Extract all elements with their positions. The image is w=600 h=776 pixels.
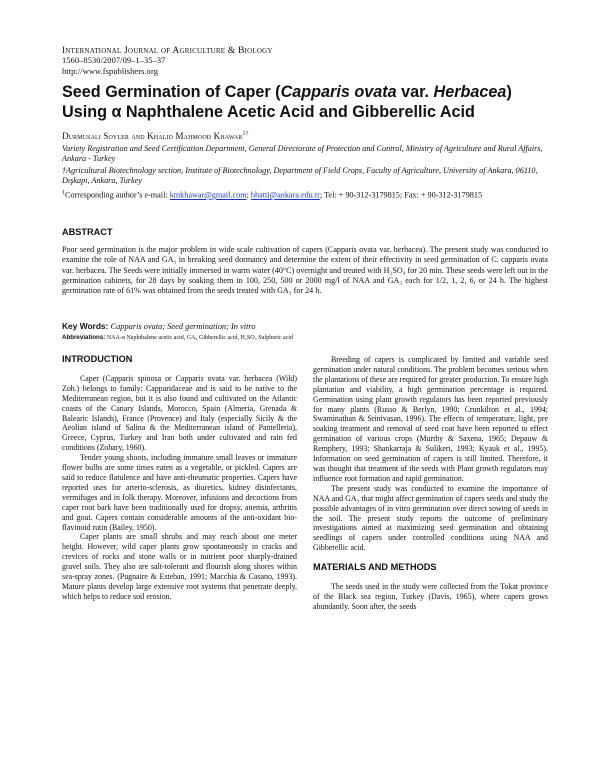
keywords: Key Words: Capparis ovata; Seed germination; In vitro xyxy=(62,321,256,331)
methods-paragraph-1: The seeds used in the study were collected from the Tokat province of the Black sea region, Turkey (Davis, 1965), where capers grows abundantly. Soon after, the seeds xyxy=(313,582,548,611)
title-line-2: Using α Naphthalene Acetic Acid and Gibberellic Acid xyxy=(62,103,475,121)
title-line-1: Seed Germination of Caper (Capparis ovata var. Herbacea) xyxy=(62,83,512,101)
left-column xyxy=(62,355,297,602)
abstract-text: Poor seed germination is the major problem in wide scale cultivation of capers (Capparis ovata var. herbacea). The present study was conducted to examine the role of NAA and GA₃ in breaking seed dormancy and determine the extent of their effectivity in seed germination of C. capparis ovata var. herbacea. The Seeds were initially immersed in warm water (40°C) overnight and treated with H₂SO₄ for 20 min. These seeds were left out in the germination cabinets, for 28 days by soaking them in 100, 250, 500 or 2000 mg/l of NAA and GA₃ each for 1/2, 1, 2, 6, or 24 h. The highest germination rate of 61% was obtained from the seeds treated with GA₃ for 24 h. xyxy=(62,245,548,296)
intro-paragraph-2: Tender young shoots, including immature small leaves or immature flower bulbs are some times eaten as a vegetable, or pickled. Capers are said to reduce flatulence and have anti-rheumatic properties. Capers have reported uses for arterio-sclerosis, as diuretics, kidney disinfectants, vermifuges and in folk therapy. Moreover, infusions and decoctions from caper root bark have been traditionally used for dropsy, anemia, arthritis and gout. Capers contain considerable amounts of the anti-oxidant bio-flavinoid rutin (Bailey, 1950). xyxy=(62,453,297,532)
abbreviations: Abbreviations: NAA-α Naphthalene acetic acid, GA₃ Gibberellic acid, H₂SO₄ Sulphuric acid xyxy=(62,334,294,341)
introduction-heading: INTRODUCTION xyxy=(62,354,133,364)
journal-header xyxy=(62,46,273,77)
email-link-1[interactable]: kmkhawar@gmail.com xyxy=(169,190,247,200)
intro-paragraph-4: Breeding of capers is complicated by limited and variable seed germination under natural conditions. The problem becomes serious when the plantations of these are required for greater production. To ensure high plantation and viability, a high germination percentage is required. Germination using plant growth regulators has been reported previously for many plants (Russo & Berlyn, 1990; Crunkilton et al., 1994; Swaminathan & Srinivasan, 1996). The effects of temperature, light, pre soaking treatment and removal of seed coat have been reported to effect germination of various crops (Murthy & Saxena, 1965; Depauw & Remphery, 1993; Shankarraja & Sulikeri, 1993; Kyauk et al., 1995). Information on seed germination of capers is still limited. Therefore, it was thought that treatment of the seeds with Plant growth regulators may influence root formation and rapid germination. xyxy=(313,355,548,483)
intro-paragraph-1: Caper (Capparis spinosa or Capparis ovata var. herbacea (Wild) Zoh.) belongs to family: Capparidaceae and is said to be native to the Mediterranean region, but it is also found and cultivated on the Atlantic coasts of the Canary Islands, Morocco, Spain (Almeria, Grenada & Balearic Islands), France (Provence) and Italy (especially Sicily & the Aeolian island of Salina & the Mediterranean island of Pantelleria), Greece, Cyprus, Turkey and Iran both under cultivated and rain fed conditions (Zohary, 1960). xyxy=(62,373,297,453)
affiliation-1: Variety Registration and Seed Certification Department, General Directorate of Protection and Control, Ministry of Agriculture and Rural Affairs, Ankara - Turkey xyxy=(62,144,543,164)
email-link-2[interactable]: bhatti@ankara.edu.tr xyxy=(250,190,320,200)
paper-title xyxy=(62,82,562,122)
intro-paragraph-5: The present study was conducted to examine the importance of NAA and GA₃ that might affect germination of capers seeds and study the possible advantages of in vitro germination over direct sowing of seeds in the soil. The present study reports the outcome of preliminary investigations aimed at maximizing seed germination and obtaining seedlings of capers under controlled conditions using NAA and Gibberellic acid. xyxy=(313,483,548,553)
authors: Durmusali Soyler and Khalid Mahmood Khawar$^{1\dagger}$ xyxy=(62,131,249,142)
journal-issn: 1560–8530/2007/09–1–35–37 xyxy=(62,56,166,66)
right-column xyxy=(313,355,548,612)
intro-paragraph-3: Caper plants are small shrubs and may reach about one meter height. However, wild caper plants grow spontaneously in cracks and crevices of rocks and stone walls or in nutrient poor sharply-drained gravel soils. They also are salt-tolerant and flourish along shores within sea-spray zones. (Pugnaire & Esteban, 1991; Macchia & Casano, 1993). Mature plants develop large extensive root systems that penetrate deeply, which helps to reduce soil erosion. xyxy=(62,532,297,601)
corresponding-author: $^1$Corresponding author’s e-mail: kmkhawar@gmail.com; bhatti@ankara.edu.tr; Tel: + 90-312-3179815; Fax: + 90-312-3179815 xyxy=(62,190,483,200)
journal-url[interactable]: http://www.fspublishers.org xyxy=(62,66,158,76)
methods-heading: MATERIALS AND METHODS xyxy=(313,562,437,573)
affiliation-2: †Agricultural Biotechnology section, Institute of Biotechnology, Department of Field Crops, Faculty of Agriculture, University of Ankara, 06110, Dışkapı, Ankara, Turkey xyxy=(62,166,538,186)
journal-name: International Journal of Agriculture & Biology xyxy=(62,45,273,56)
abstract-heading: ABSTRACT xyxy=(62,227,113,237)
